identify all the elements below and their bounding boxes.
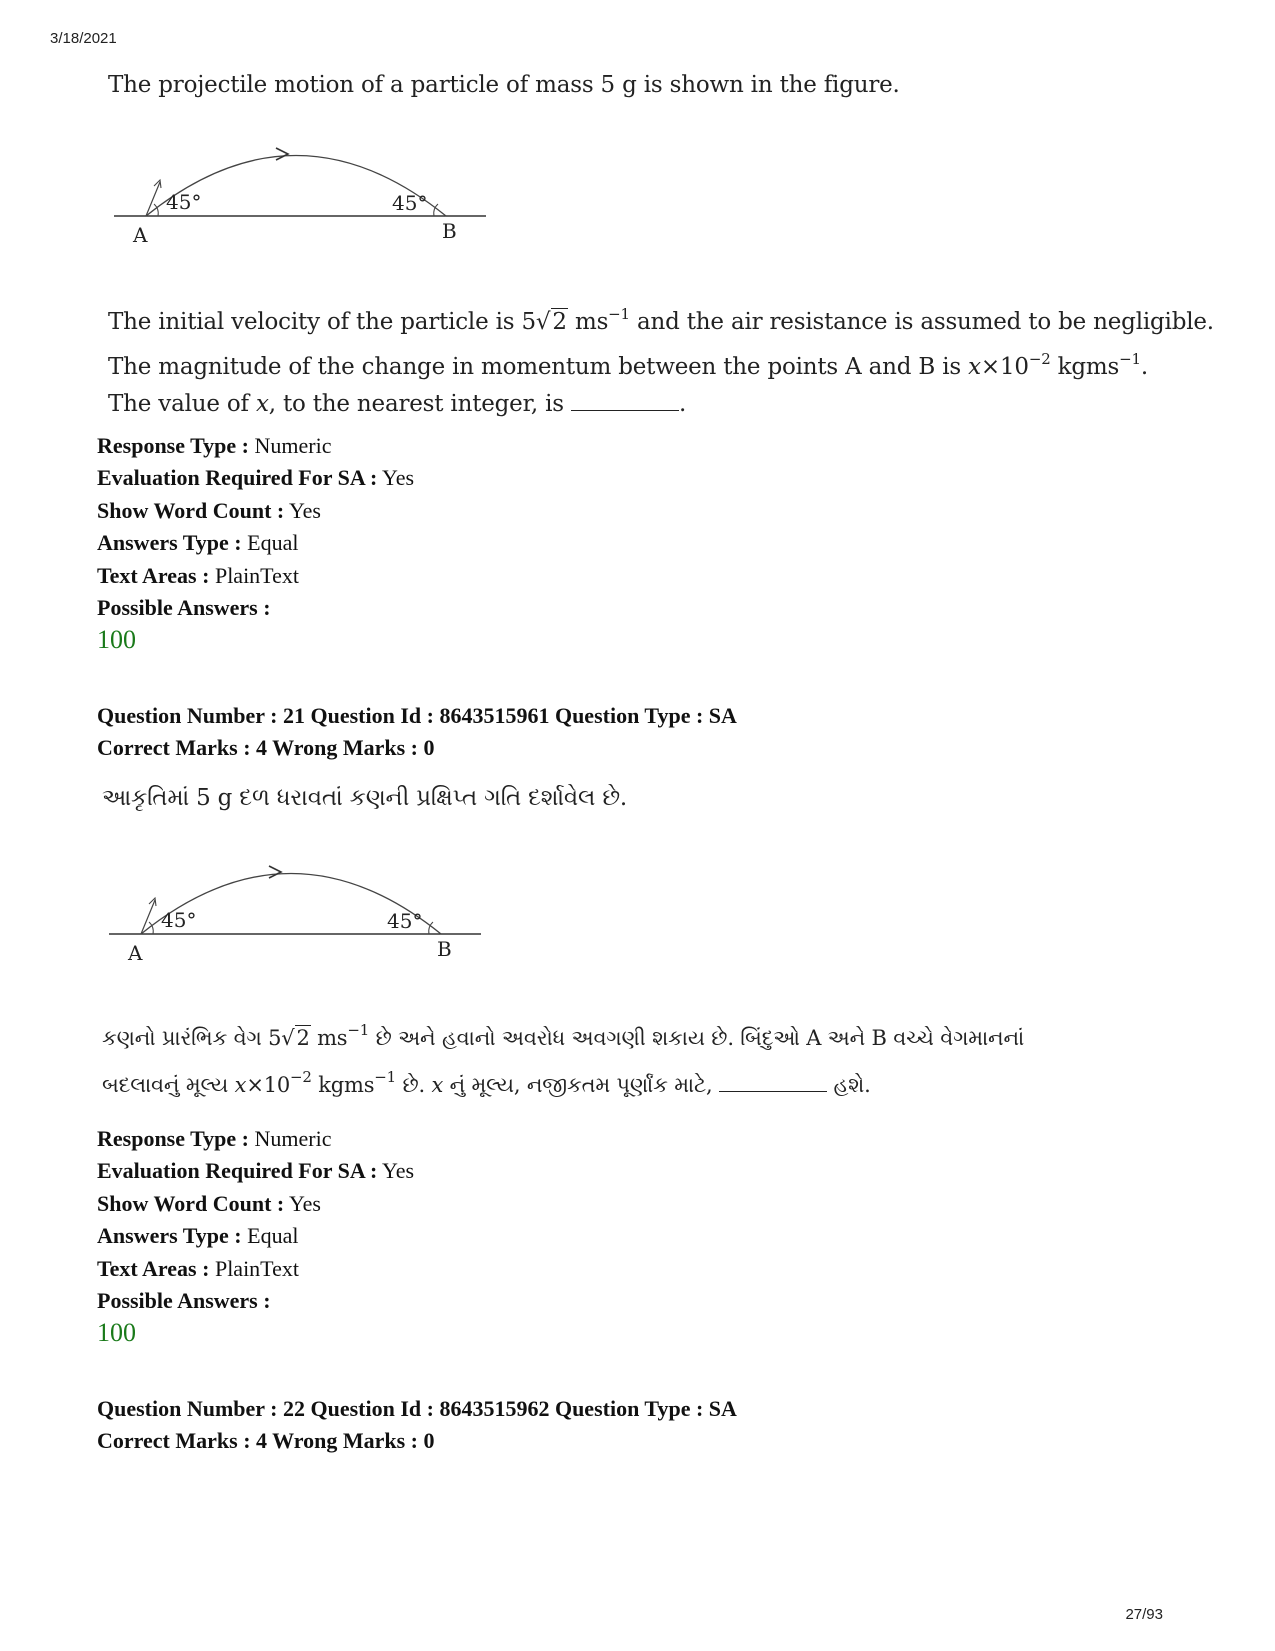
q21-line-1: કણનો પ્રારંભિક વેગ 5√2 $ms^{-1}$ છે અને હવાનો અવરોધ અવગણી શકાય છે. બિંદુઓ A અને B વચ્ચે વેગમાનનાં	[102, 1021, 1025, 1050]
angle-label-right: 45°	[392, 191, 428, 215]
meta-response-type: Response Type : Numeric	[97, 433, 332, 458]
angle-label-left: 45°	[161, 908, 197, 932]
meta-possible-answers: Possible Answers :	[97, 594, 271, 620]
point-b-label: B	[442, 219, 457, 243]
meta-answers-type: Answers Type : Equal	[97, 530, 299, 556]
meta-show-word-count: Show Word Count : Yes	[97, 1190, 321, 1216]
meta-evaluation-required: Evaluation Required For SA : Yes	[97, 1158, 415, 1184]
point-a-label: A	[133, 223, 148, 247]
answer-blank	[719, 1073, 827, 1092]
meta-text-areas: Text Areas : PlainText	[97, 1255, 299, 1281]
meta-show-word-count: Show Word Count : Yes	[97, 497, 321, 523]
meta-text-areas: Text Areas : PlainText	[97, 562, 299, 588]
page-date: 3/18/2021	[50, 30, 117, 47]
point-a-label: A	[128, 941, 143, 965]
q20-line-2: The magnitude of the change in momentum between the points A and B is $x\times 10^{-2}$ kgms$^{-1}$.	[108, 350, 1148, 380]
page-number: 27/93	[1125, 1606, 1163, 1623]
q21-header-1: Question Number : 21 Question Id : 8643515961 Question Type : SA	[97, 703, 737, 728]
q20-line-1: The initial velocity of the particle is 5√2 $ms^{-1}$ and the air resistance is assumed to be negligible.	[108, 305, 1214, 335]
meta-evaluation-required: Evaluation Required For SA : Yes	[97, 465, 415, 491]
q21-meta	[97, 1123, 414, 1317]
answer-blank	[571, 392, 679, 411]
q20-intro: The projectile motion of a particle of mass 5 g is shown in the figure.	[108, 72, 900, 98]
meta-answers-type: Answers Type : Equal	[97, 1223, 299, 1249]
q21-intro: આકૃતિમાં 5 g દળ ધરાવતાં કણની પ્રક્ષિપ્ત ગતિ દર્શાવેલ છે.	[102, 785, 628, 811]
q20-possible-answer: 100	[97, 625, 136, 654]
meta-response-type: Response Type : Numeric	[97, 1126, 332, 1151]
q21-possible-answer: 100	[97, 1318, 136, 1347]
q21-projectile-figure	[95, 858, 495, 968]
q22-header-1: Question Number : 22 Question Id : 8643515962 Question Type : SA	[97, 1396, 737, 1421]
direction-arrow	[269, 866, 281, 878]
q20-projectile-figure	[100, 140, 500, 250]
q22-header-2: Correct Marks : 4 Wrong Marks : 0	[97, 1428, 435, 1453]
meta-possible-answers: Possible Answers :	[97, 1287, 271, 1313]
angle-label-right: 45°	[387, 909, 423, 933]
q21-header-2: Correct Marks : 4 Wrong Marks : 0	[97, 735, 435, 760]
q20-meta	[97, 430, 414, 624]
q21-line-2: બદલાવનું મૂલ્ય $x\times 10^{-2}$ kgms$^{-1}$ છે. x નું મૂલ્ય, નજીકતમ પૂર્ણાંક માટે, હશે.	[102, 1068, 871, 1097]
point-b-label: B	[437, 937, 452, 961]
direction-arrow	[276, 148, 288, 160]
angle-label-left: 45°	[166, 190, 202, 214]
q20-line-3: The value of x, to the nearest integer, is .	[108, 391, 687, 417]
